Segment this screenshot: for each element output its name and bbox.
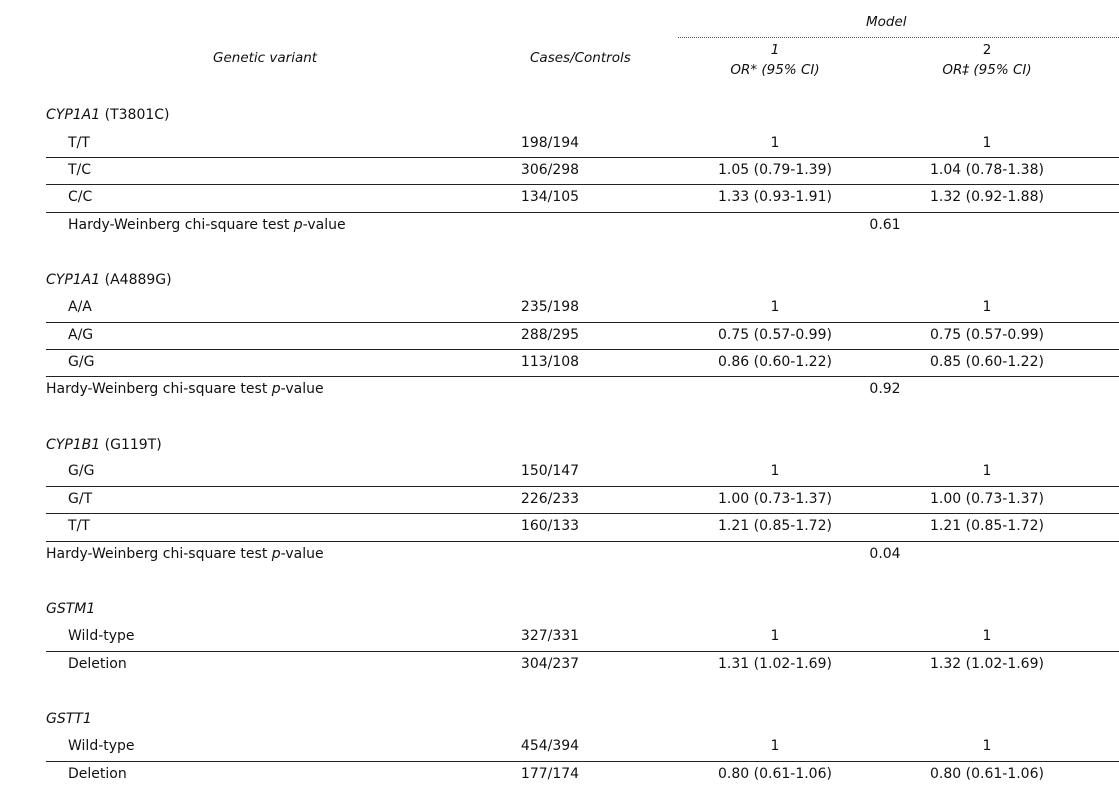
row-label: G/T	[68, 491, 93, 507]
or-model2-cell: 1.00 (0.73-1.37)	[930, 491, 1044, 507]
model1-or-header: OR* (95% CI)	[730, 62, 820, 78]
row-label: Wild-type	[68, 628, 135, 644]
hw-test-label	[46, 546, 324, 562]
section-title	[46, 272, 172, 288]
or-model1-cell: 1.33 (0.93-1.91)	[718, 189, 832, 205]
cases-controls-cell: 226/233	[520, 491, 580, 507]
hw-suffix: -value	[280, 546, 324, 562]
cases-controls-cell: 235/198	[520, 299, 580, 315]
variant-name: (A4889G)	[100, 272, 172, 288]
variant-name: (G119T)	[100, 437, 162, 453]
row-label: Deletion	[68, 766, 127, 782]
gene-name: CYP1A1	[46, 107, 101, 123]
or-model2-cell: 1.04 (0.78-1.38)	[930, 162, 1044, 178]
hw-test-value: 0.04	[869, 546, 901, 562]
model2-number: 2	[982, 42, 992, 58]
or-model2-cell: 1.21 (0.85-1.72)	[930, 518, 1044, 534]
hw-text: Hardy-Weinberg chi-square test	[46, 381, 272, 397]
gene-name: GSTT1	[46, 711, 92, 727]
hw-test-value: 0.61	[869, 217, 901, 233]
or-model2-cell: 1	[982, 738, 992, 754]
cases-controls-cell: 177/174	[520, 766, 580, 782]
row-divider	[46, 349, 1119, 350]
or-model1-cell: 1	[770, 628, 780, 644]
or-model2-cell: 1.32 (1.02-1.69)	[930, 656, 1044, 672]
row-label: T/C	[68, 162, 92, 178]
cases-controls-cell: 134/105	[520, 189, 580, 205]
or-model1-cell: 1	[770, 738, 780, 754]
row-label: T/T	[68, 135, 90, 151]
cases-controls-cell: 113/108	[520, 354, 580, 370]
hw-test-label	[46, 381, 324, 397]
or-model2-cell: 0.75 (0.57-0.99)	[930, 327, 1044, 343]
genetic-variant-header: Genetic variant	[213, 50, 318, 66]
or-model1-cell: 1.05 (0.79-1.39)	[718, 162, 832, 178]
row-divider	[46, 651, 1119, 652]
or-model1-cell: 0.75 (0.57-0.99)	[718, 327, 832, 343]
cases-controls-cell: 198/194	[520, 135, 580, 151]
or-model2-cell: 1	[982, 463, 992, 479]
row-divider	[46, 322, 1119, 323]
row-label: Deletion	[68, 656, 127, 672]
variant-name: (T3801C)	[100, 107, 170, 123]
row-divider	[46, 541, 1119, 542]
row-label: G/G	[68, 463, 95, 479]
cases-controls-cell: 306/298	[520, 162, 580, 178]
row-label: A/G	[68, 327, 94, 343]
cases-controls-cell: 288/295	[520, 327, 580, 343]
section-title	[46, 437, 162, 453]
model2-or-header: OR‡ (95% CI)	[942, 62, 1032, 78]
or-model2-cell: 1	[982, 628, 992, 644]
model1-number: 1	[770, 42, 780, 58]
or-model2-cell: 1	[982, 135, 992, 151]
row-divider	[46, 184, 1119, 185]
model-divider	[678, 37, 1119, 38]
gene-name: GSTM1	[46, 601, 96, 617]
cases-controls-cell: 327/331	[520, 628, 580, 644]
row-label: C/C	[68, 189, 93, 205]
section-title	[46, 711, 92, 727]
row-label: Wild-type	[68, 738, 135, 754]
or-model1-cell: 0.80 (0.61-1.06)	[718, 766, 832, 782]
hw-text: Hardy-Weinberg chi-square test	[68, 217, 294, 233]
hw-p: p	[293, 217, 303, 233]
hw-p: p	[271, 546, 281, 562]
cases-controls-header: Cases/Controls	[530, 50, 631, 66]
row-divider	[46, 212, 1119, 213]
or-model2-cell: 1	[982, 299, 992, 315]
hw-suffix: -value	[280, 381, 324, 397]
or-model1-cell: 0.86 (0.60-1.22)	[718, 354, 832, 370]
section-title	[46, 601, 95, 617]
cases-controls-cell: 160/133	[520, 518, 580, 534]
row-divider	[46, 486, 1119, 487]
row-divider	[46, 157, 1119, 158]
hw-suffix: -value	[302, 217, 346, 233]
hw-test-value: 0.92	[869, 381, 901, 397]
cases-controls-cell: 304/237	[520, 656, 580, 672]
cases-controls-cell: 454/394	[520, 738, 580, 754]
row-label: G/G	[68, 354, 95, 370]
or-model1-cell: 1	[770, 135, 780, 151]
or-model1-cell: 1	[770, 463, 780, 479]
hw-test-label	[68, 217, 346, 233]
or-model1-cell: 1	[770, 299, 780, 315]
cases-controls-cell: 150/147	[520, 463, 580, 479]
row-divider	[46, 513, 1119, 514]
or-model1-cell: 1.00 (0.73-1.37)	[718, 491, 832, 507]
gene-name: CYP1B1	[46, 437, 101, 453]
or-model1-cell: 1.31 (1.02-1.69)	[718, 656, 832, 672]
section-title	[46, 107, 170, 123]
or-model2-cell: 0.85 (0.60-1.22)	[930, 354, 1044, 370]
row-label: T/T	[68, 518, 90, 534]
or-model2-cell: 1.32 (0.92-1.88)	[930, 189, 1044, 205]
or-model2-cell: 0.80 (0.61-1.06)	[930, 766, 1044, 782]
row-divider	[46, 761, 1119, 762]
row-label: A/A	[68, 299, 92, 315]
hw-text: Hardy-Weinberg chi-square test	[46, 546, 272, 562]
row-divider	[46, 376, 1119, 377]
hw-p: p	[271, 381, 281, 397]
model-header: Model	[866, 14, 907, 30]
or-model1-cell: 1.21 (0.85-1.72)	[718, 518, 832, 534]
gene-name: CYP1A1	[46, 272, 101, 288]
